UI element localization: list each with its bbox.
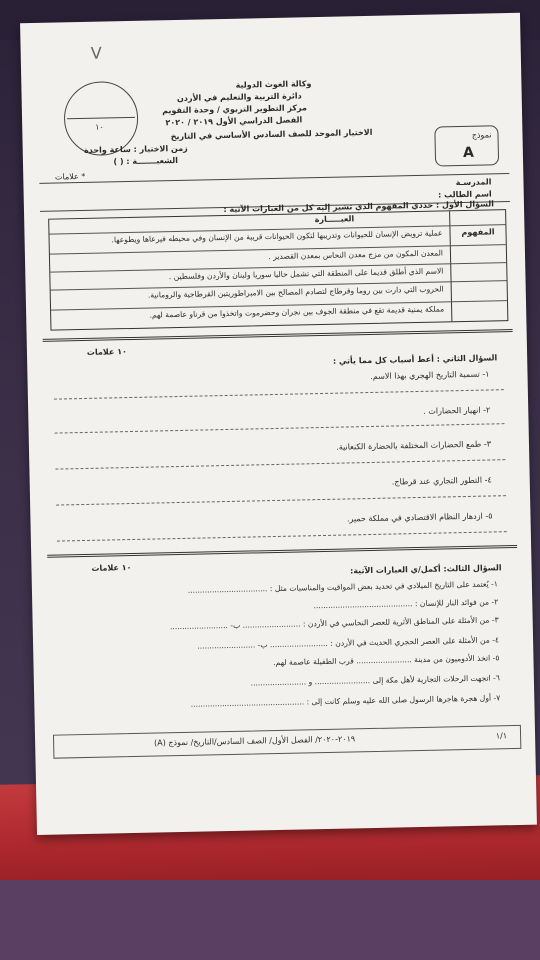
q3-marks: ١٠ علامات [91, 563, 132, 573]
q2-item: ٥- ازدهار النظام الاقتصادي في مملكة حمير. [346, 511, 493, 524]
q1-row: مملكة يمنية قديمة تقع في منطقة الجوف بين نجران وحضرموت واتخذوا من قرناو عاصمة لهم. [149, 304, 445, 320]
model-label: نموذج [471, 130, 492, 140]
q1-row: المعدن المكون من مزج معدن النحاس بمعدن القصدير . [268, 248, 444, 262]
header-dept: دائرة التربية والتعليم في الأردن [176, 91, 302, 103]
q3-item: ١- يُعتمد على التاريخ الميلادي في تحديد بعض المواقيت والمناسبات مثل : ................................. [187, 579, 498, 595]
q3-item: ٥- اتخذ الأدوميون من مدينة ....................... قرب الطفيلة عاصمة لهم. [273, 653, 500, 668]
q2-item: ٢- انهيار الحضارات . [423, 405, 491, 416]
q1-row: الحروب التي دارت بين روما وقرطاج لتصادم المصالح بين الامبراطوريتين القرطاجية والرومانية. [147, 284, 444, 300]
q2-item: ٣- طمع الحضارات المختلفة بالحضارة الكنعانية. [336, 439, 492, 452]
q1-row: الاسم الذي أطلق قديما على المنطقة التي تشمل حاليا سوريا ولبنان والأردن وفلسطين . [168, 266, 444, 282]
q3-prompt: السؤال الثالث: أكمل/ي العبارات الآتية: [349, 563, 502, 576]
header-center: مركز التطوير التربوي / وحدة التقويم [162, 103, 307, 116]
exam-duration: زمن الاختبار : ساعة واحدة [83, 143, 188, 155]
q2-item: ٤- التطور التجاري عند قرطاج. [391, 475, 492, 487]
exam-paper [20, 13, 537, 835]
marks-note: * علامات [54, 171, 86, 182]
q1-col-statement: العبـــــارة [314, 214, 355, 225]
model-box [434, 125, 499, 166]
school-label: المدرسـة [455, 177, 492, 188]
model-value: A [462, 144, 475, 161]
score-total: ١٠ [95, 122, 104, 132]
q1-col-concept: المفهوم [461, 227, 495, 238]
q2-prompt: السؤال الثاني : أعط أسباب كل مما يأتي : [332, 353, 498, 366]
q3-item: ٧- أول هجرة هاجرها الرسول صلى الله عليه وسلم كانت إلى : ............................................... [190, 693, 501, 709]
exam-title: الاختبار الموحد للصف السادس الأساسي في التاريخ [170, 127, 373, 142]
q2-marks: ١٠ علامات [86, 347, 128, 357]
section-field: الشعبـــــــة : ( ) [113, 155, 179, 167]
q2-item: ١- تسمية التاريخ الهجري بهذا الاسم. [370, 369, 490, 381]
check-mark-icon: V [90, 43, 102, 63]
footer-text: ٢٠١٩-٢٠٢٠/ الفصل الأول/ الصف السادس/التاريخ/ نموذج (A) [153, 734, 356, 748]
student-name-label: اسم الطالب : [437, 189, 492, 200]
page-number: ١/١ [495, 731, 508, 741]
q3-item: ٢- من فوائد النار للإنسان : ......................................... [313, 597, 499, 611]
header-term: الفصل الدراسي الأول ٢٠١٩ / ٢٠٢٠ [165, 115, 303, 128]
q1-prompt: السؤال الأول : حددي المفهوم الذي تشير إليه كل من العبارات الآتية : [223, 199, 495, 215]
q3-item: ٤- من الأمثلة على العصر الحجري الحديث في الأردن : ........................ ب- ........................ [197, 635, 500, 651]
desk-surface [0, 880, 540, 960]
header-org: وكالة الغوث الدولية [235, 79, 312, 90]
q3-item: ٦- اتجهت الرحلات التجارية لأهل مكة إلى ....................... و ....................... [250, 673, 500, 688]
q1-row: عملية ترويض الإنسان للحيوانات وتدريبها لتكون الحيوانات قريبة من الإنسان وفي محيطه فيرعاها ويطوعها. [111, 228, 443, 245]
q3-item: ٣- من الأمثلة على المناطق الأثرية للعصر النحاسي في الأردن : ........................ ب- ........................ [169, 615, 499, 632]
